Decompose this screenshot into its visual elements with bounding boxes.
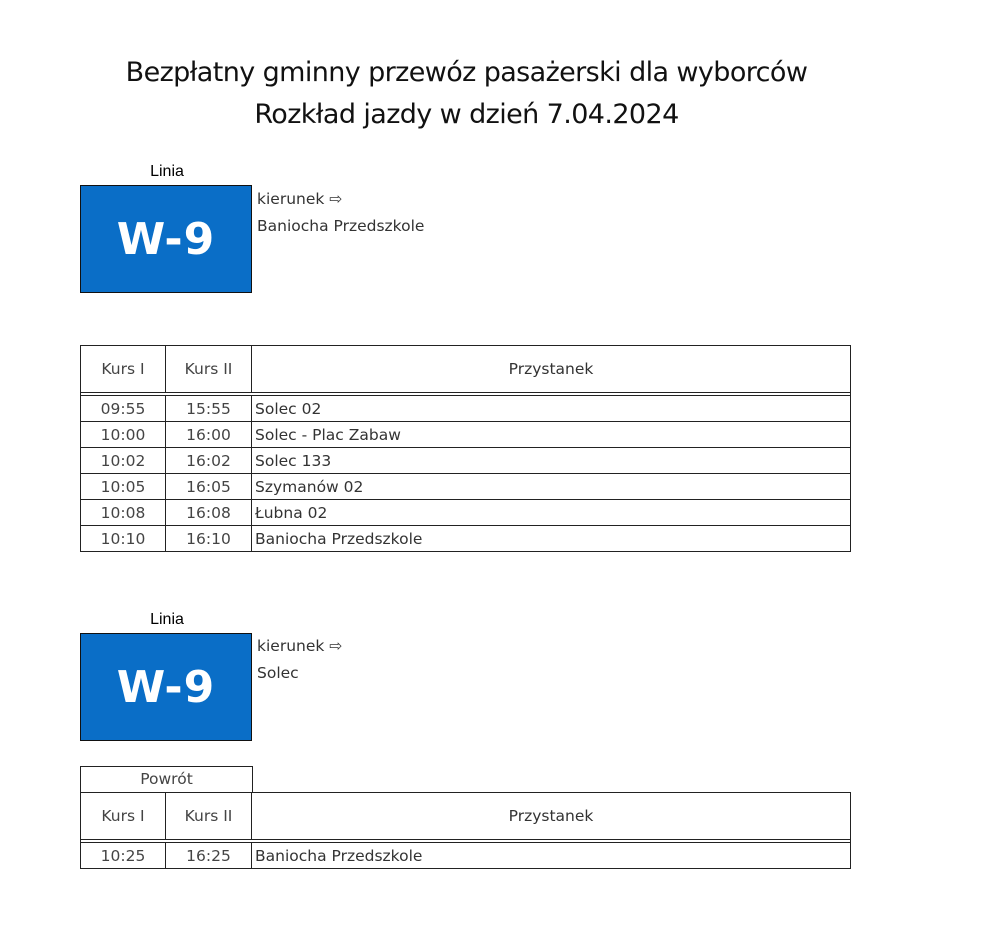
line-code-badge — [80, 185, 252, 293]
column-header-przystanek: Przystanek — [252, 346, 851, 393]
direction-destination: Baniocha Przedszkole — [257, 217, 425, 235]
title-line-1: Bezpłatny gminny przewóz pasażerski dla wyborców — [125, 57, 808, 88]
table-row — [81, 526, 851, 552]
direction-info — [257, 186, 424, 240]
stop-name: Baniocha Przedszkole — [252, 526, 851, 552]
kurs-2-time: 16:25 — [166, 843, 252, 869]
kurs-1-time: 10:08 — [81, 500, 166, 526]
direction-label: kierunek ⇨ — [257, 637, 343, 655]
column-header-kurs-2: Kurs II — [166, 793, 252, 840]
linia-label: Linia — [150, 163, 184, 180]
kurs-1-time: 10:25 — [81, 843, 166, 869]
title-line-2: Rozkład jazdy w dzień 7.04.2024 — [254, 99, 679, 130]
table-header-row — [81, 346, 851, 393]
stop-name: Solec 02 — [252, 396, 851, 422]
column-header-kurs-1: Kurs I — [81, 793, 166, 840]
kurs-2-time: 16:08 — [166, 500, 252, 526]
kurs-2-time: 16:05 — [166, 474, 252, 500]
table-row — [81, 474, 851, 500]
kurs-2-time: 16:02 — [166, 448, 252, 474]
kurs-2-time: 15:55 — [166, 396, 252, 422]
table-row — [81, 448, 851, 474]
kurs-1-time: 10:00 — [81, 422, 166, 448]
column-header-kurs-2: Kurs II — [166, 346, 252, 393]
stop-name: Baniocha Przedszkole — [252, 843, 851, 869]
kurs-1-time: 10:02 — [81, 448, 166, 474]
stop-name: Szymanów 02 — [252, 474, 851, 500]
table-row — [81, 843, 851, 869]
table-row — [81, 396, 851, 422]
direction-destination: Solec — [257, 664, 299, 682]
powrot-label: Powrót — [80, 766, 253, 793]
timetable-return — [80, 792, 851, 869]
kurs-2-time: 16:00 — [166, 422, 252, 448]
kurs-1-time: 10:10 — [81, 526, 166, 552]
column-header-kurs-1: Kurs I — [81, 346, 166, 393]
stop-name: Łubna 02 — [252, 500, 851, 526]
document-title — [0, 52, 933, 136]
kurs-1-time: 09:55 — [81, 396, 166, 422]
timetable-outbound — [80, 345, 851, 552]
table-row — [81, 422, 851, 448]
column-header-przystanek: Przystanek — [252, 793, 851, 840]
direction-label: kierunek ⇨ — [257, 190, 343, 208]
line-code: W-9 — [116, 213, 216, 265]
kurs-1-time: 10:05 — [81, 474, 166, 500]
line-code-badge — [80, 633, 252, 741]
stop-name: Solec 133 — [252, 448, 851, 474]
line-code: W-9 — [116, 661, 216, 713]
kurs-2-time: 16:10 — [166, 526, 252, 552]
direction-info — [257, 633, 342, 687]
linia-label: Linia — [150, 611, 184, 628]
table-row — [81, 500, 851, 526]
table-header-row — [81, 793, 851, 840]
stop-name: Solec - Plac Zabaw — [252, 422, 851, 448]
